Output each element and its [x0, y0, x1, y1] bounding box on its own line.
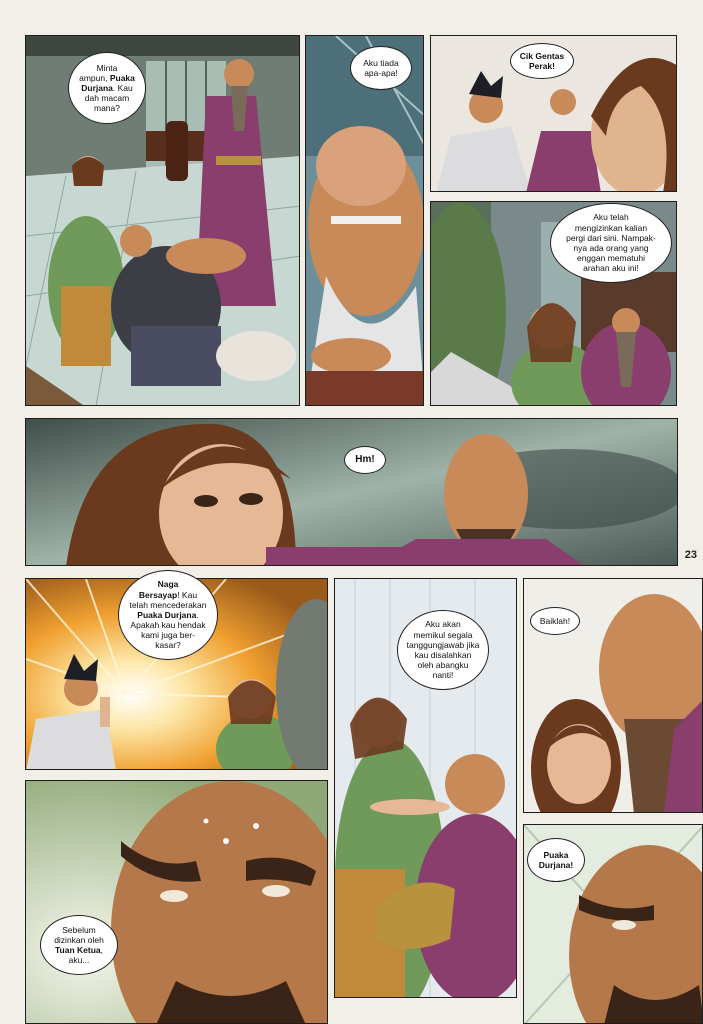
bubble-7-line-4: kau disalahkan [414, 650, 472, 660]
bubble-1-line-3: . Kau [112, 82, 133, 93]
speech-bubble-7 [397, 610, 489, 690]
bubble-6-line-1: ! Kau [177, 589, 198, 600]
bubble-7-text [407, 619, 480, 680]
bubble-7-line-3: tanggungjawab jika [406, 639, 480, 650]
speech-bubble-6 [118, 570, 218, 660]
speech-bubble-5 [344, 446, 386, 474]
panel-9-illustration [26, 781, 328, 1024]
bubble-6-name-3: Puaka Durjana [137, 609, 197, 620]
bubble-9-line-2: dizinkan oleh [54, 934, 104, 945]
speech-bubble-4 [550, 203, 672, 283]
bubble-4-line-6: arahan aku ini! [583, 263, 639, 274]
bubble-9-text [54, 925, 104, 966]
bubble-1-text [79, 63, 135, 114]
bubble-9-line-3: aku... [68, 955, 90, 966]
bubble-6-name-2: Bersayap [138, 589, 178, 600]
bubble-7-line-5: oleh abangku [417, 660, 469, 671]
speech-bubble-1 [68, 52, 146, 124]
bubble-8-text: Baiklah! [539, 615, 571, 626]
old-man-illustration [306, 36, 424, 406]
bubble-6-line-5: kasar? [155, 640, 181, 651]
bubble-2-line-2: apa-apa! [364, 68, 398, 78]
bubble-6-period: . [196, 609, 199, 620]
panel-5-wide-faces [25, 418, 678, 566]
bubble-9-comma: , [100, 945, 104, 955]
bubble-2-text [363, 58, 398, 78]
bubble-7-line-2: memikul segala [413, 629, 473, 640]
bubble-3-line-2: Perak! [529, 61, 555, 71]
bubble-4-line-2: mengizinkan kalian [574, 222, 648, 233]
bubble-3-line-1: Cik Gentas [519, 50, 565, 61]
bubble-4-line-5: enggan mematuhi [576, 253, 646, 264]
bubble-6-line-4: kami juga ber- [141, 630, 195, 641]
bubble-5-text: Hm! [355, 454, 375, 465]
bubble-4-text [566, 212, 656, 273]
bubble-4-line-1: Aku telah [593, 212, 629, 223]
bubble-1-name-2: Durjana [81, 82, 113, 93]
panel-9-sweating-man [25, 780, 328, 1024]
bubble-1-line-4: dah macam [84, 93, 130, 104]
speech-bubble-9 [40, 915, 118, 975]
hall-illustration [26, 36, 300, 406]
bubble-7-line-1: Aku akan [425, 619, 461, 630]
bubble-6-name-1: Naga [157, 579, 179, 590]
speech-bubble-8 [530, 607, 580, 635]
bubble-9-line-1: Sebelum [62, 924, 96, 935]
bubble-1-line-1: Minta [96, 62, 118, 73]
bubble-6-line-2: telah mencederakan [129, 599, 207, 610]
bubble-4-line-4: nya ada orang yang [573, 243, 649, 253]
speech-bubble-2 [350, 46, 412, 90]
panel-2-old-man [305, 35, 424, 406]
page-number: 23 [684, 549, 697, 561]
bubble-9-name: Tuan Ketua [54, 945, 101, 955]
bubble-6-line-3: Apakah kau hendak [130, 620, 206, 631]
bubble-7-line-6: nanti! [432, 670, 454, 681]
bubble-1-name-1: Puaka [109, 72, 135, 83]
speech-bubble-3 [510, 43, 574, 79]
speech-bubble-10 [527, 838, 585, 882]
bubble-10-line-1: Puaka [543, 849, 569, 860]
bubble-4-line-3: pergi dari sini. Nampak- [566, 232, 656, 243]
bubble-1-line-2: ampun, [79, 72, 110, 83]
bubble-1-line-5: mana? [93, 103, 120, 114]
panel-1-hall-scene [25, 35, 300, 406]
bubble-10-line-2: Durjana! [538, 860, 574, 870]
bubble-3-text [520, 51, 564, 71]
bubble-2-line-1: Aku tiada [363, 57, 399, 68]
wide-faces-illustration [26, 419, 678, 566]
bubble-10-text [539, 850, 573, 870]
bubble-6-text [129, 579, 206, 650]
